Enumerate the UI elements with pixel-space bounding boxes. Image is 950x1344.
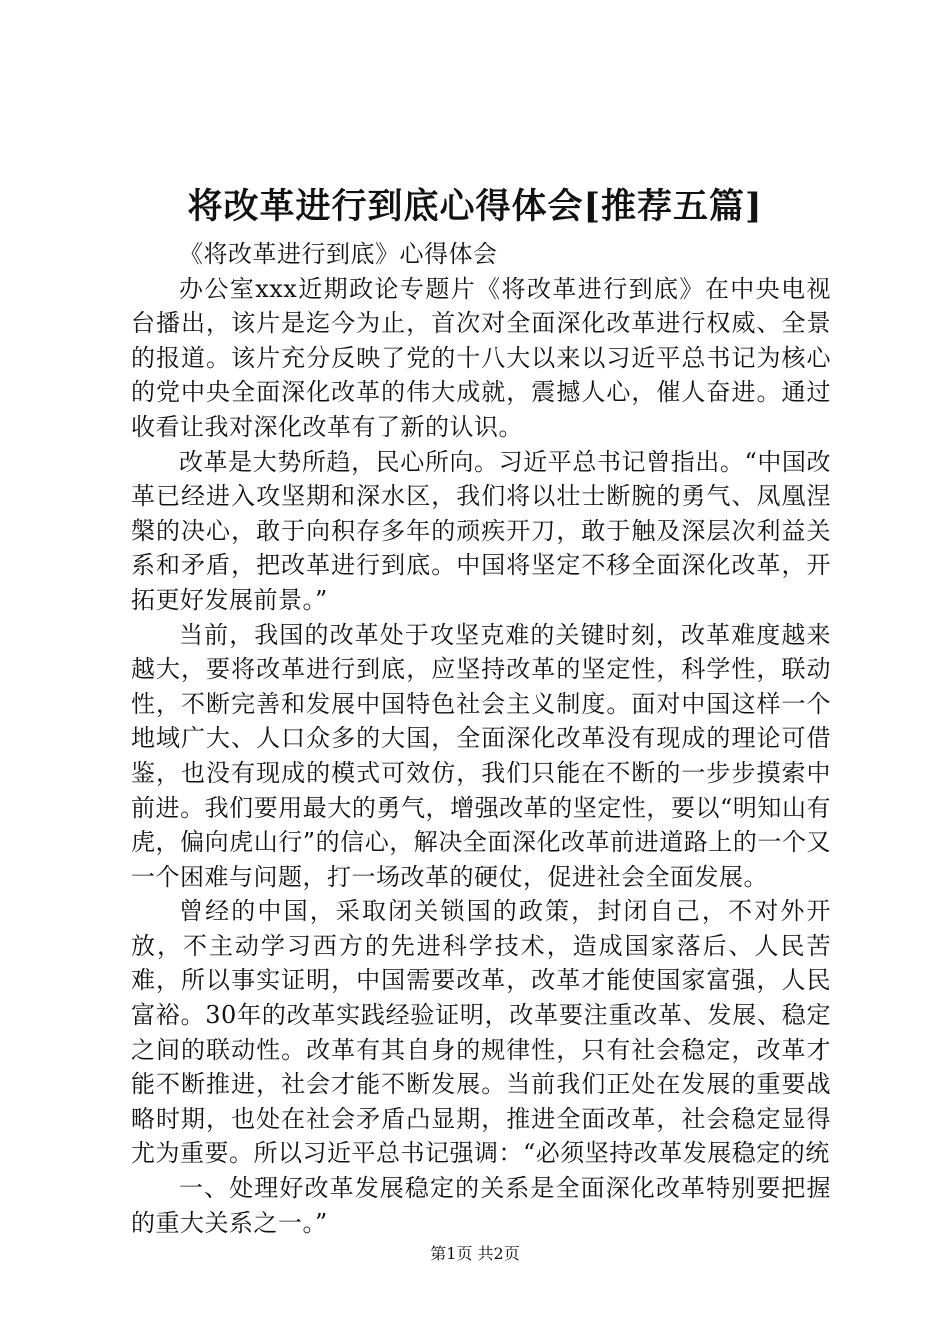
paragraph: 办公室xxx近期政论专题片《将改革进行到底》在中央电视台播出，该片是迄今为止，首次对全面深化改革进行权威、全景的报道。该片充分反映了党的十八大以来以习近平总书记为核心的党中央全面深化改革的伟大成就，震撼人心，催人奋进。通过收看让我对深化改革有了新的认识。 [131, 274, 831, 441]
paragraph: 当前，我国的改革处于攻坚克难的关键时刻，改革难度越来越大，要将改革进行到底，应坚持改革的坚定性，科学性，联动性，不断完善和发展中国特色社会主义制度。面对中国这样一个地域广大、人口众多的大国，全面深化改革没有现成的理论可借鉴，也没有现成的模式可效仿，我们只能在不断的一步步摸索中前进。我们要用最大的勇气，增强改革的坚定性，要以“明知山有虎，偏向虎山行”的信心，解决全面深化改革前进道路上的一个又一个困难与问题，打一场改革的硬仗，促进社会全面发展。 [131, 620, 831, 891]
paragraph: 一、处理好改革发展稳定的关系是全面深化改革特别要把握的重大关系之一。” [131, 1174, 831, 1237]
document-title: 将改革进行到底心得体会[推荐五篇] [187, 186, 763, 227]
document-body [131, 237, 831, 1240]
page-number-footer: 第1页 共2页 [430, 1244, 520, 1263]
paragraph: 曾经的中国，采取闭关锁国的政策，封闭自己，不对外开放，不主动学习西方的先进科学技术，造成国家落后、人民苦难，所以事实证明，中国需要改革，改革才能使国家富强，人民富裕。30年的改革实践经验证明，改革要注重改革、发展、稳定之间的联动性。改革有其自身的规律性，只有社会稳定，改革才能不断推进，社会才能不断发展。当前我们正处在发展的重要战略时期，也处在社会矛盾凸显期，推进全面改革，社会稳定显得尤为重要。所以习近平总书记强调：“必须坚持改革发展稳定的统 [131, 897, 831, 1168]
paragraph: 改革是大势所趋，民心所向。习近平总书记曾指出。“中国改革已经进入攻坚期和深水区，我们将以壮士断腕的勇气、凤凰涅槃的决心，敢于向积存多年的顽疾开刀，敢于触及深层次利益关系和矛盾，把改革进行到底。中国将坚定不移全面深化改革，开拓更好发展前景。” [131, 447, 831, 614]
paragraph-subtitle: 《将改革进行到底》心得体会 [179, 240, 498, 268]
